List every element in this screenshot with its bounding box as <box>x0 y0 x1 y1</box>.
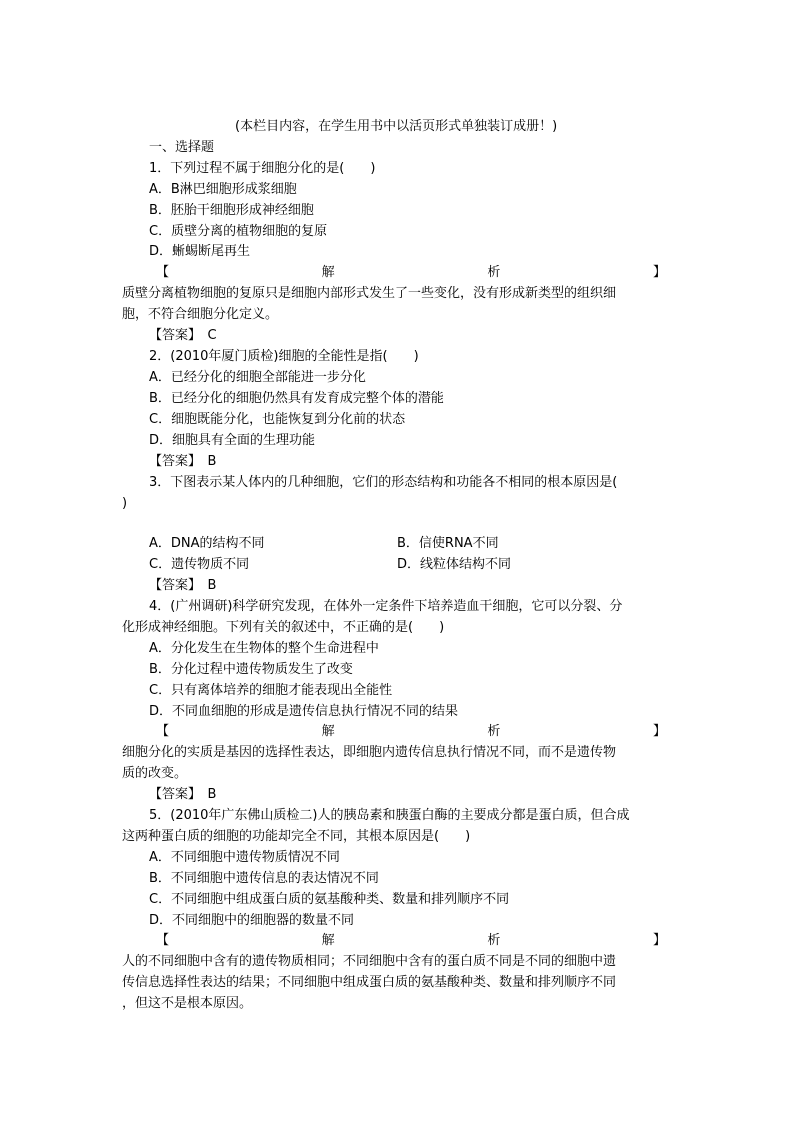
analysis-char-1: 解 <box>321 724 335 739</box>
q4-answer: 【答案】 B <box>149 787 217 802</box>
q5-option-a: A．不同细胞中遗传物质情况不同 <box>149 850 340 865</box>
analysis-char-2: 析 <box>487 724 501 739</box>
q5-analysis-line-3: ，但这不是根本原因。 <box>122 996 253 1011</box>
bracket-open: 【 <box>156 265 170 280</box>
bracket-close: 】 <box>652 933 666 948</box>
q3-stem-line-2: ) <box>122 496 128 511</box>
q5-option-d: D．不同细胞中的细胞器的数量不同 <box>149 913 355 928</box>
q5-option-c: C．不同细胞中组成蛋白质的氨基酸种类、数量和排列顺序不同 <box>149 892 510 907</box>
q1-option-b: B．胚胎干细胞形成神经细胞 <box>149 203 314 218</box>
analysis-char-2: 析 <box>487 265 501 280</box>
q1-answer: 【答案】 C <box>149 328 217 343</box>
q5-stem-line-2: 这两种蛋白质的细胞的功能却完全不同，其根本原因是( ) <box>122 829 471 844</box>
q1-analysis-line-1: 质壁分离植物细胞的复原只是细胞内部形式发生了一些变化，没有形成新类型的组织细 <box>122 286 617 301</box>
q1-option-d: D．蜥蜴断尾再生 <box>149 244 251 259</box>
q1-option-a: A．B淋巴细胞形成浆细胞 <box>149 182 297 197</box>
bracket-close: 】 <box>652 265 666 280</box>
q4-stem-line-1: 4．(广州调研)科学研究发现，在体外一定条件下培养造血干细胞，它可以分裂、分 <box>149 599 623 614</box>
q4-stem-line-2: 化形成神经细胞。下列有关的叙述中，不正确的是( ) <box>122 620 445 635</box>
q4-option-c: C．只有离体培养的细胞才能表现出全能性 <box>149 683 393 698</box>
q3-answer: 【答案】 B <box>149 578 217 593</box>
analysis-char-2: 析 <box>487 933 501 948</box>
analysis-char-1: 解 <box>321 265 335 280</box>
q2-answer: 【答案】 B <box>149 454 217 469</box>
q2-option-a: A．已经分化的细胞全部能进一步分化 <box>149 370 366 385</box>
bracket-close: 】 <box>652 724 666 739</box>
q4-analysis-heading <box>156 722 666 742</box>
header-note: (本栏目内容，在学生用书中以活页形式单独装订成册！) <box>235 119 558 134</box>
q5-analysis-line-1: 人的不同细胞中含有的遗传物质相同；不同细胞中含有的蛋白质不同是不同的细胞中遗 <box>122 954 617 969</box>
analysis-char-1: 解 <box>321 933 335 948</box>
q5-stem-line-1: 5．(2010年广东佛山质检二)人的胰岛素和胰蛋白酶的主要成分都是蛋白质，但合成 <box>149 808 630 823</box>
q4-option-d: D．不同血细胞的形成是遗传信息执行情况不同的结果 <box>149 704 459 719</box>
q1-option-c: C．质壁分离的植物细胞的复原 <box>149 224 328 239</box>
q5-analysis-heading <box>156 931 666 951</box>
q5-analysis-line-2: 传信息选择性表达的结果；不同细胞中组成蛋白质的氨基酸种类、数量和排列顺序不同 <box>122 975 617 990</box>
q2-stem: 2．(2010年厦门质检)细胞的全能性是指( ) <box>149 349 419 364</box>
q1-analysis-heading <box>156 263 666 283</box>
q3-stem-line-1: 3．下图表示某人体内的几种细胞，它们的形态结构和功能各不相同的根本原因是( <box>149 475 618 490</box>
q3-option-c: C．遗传物质不同 <box>149 557 250 572</box>
bracket-open: 【 <box>156 724 170 739</box>
section-title: 一、选择题 <box>149 140 215 155</box>
bracket-open: 【 <box>156 933 170 948</box>
q4-analysis-line-2: 质的改变。 <box>122 766 188 781</box>
q2-option-d: D．细胞具有全面的生理功能 <box>149 433 316 448</box>
q1-analysis-line-2: 胞，不符合细胞分化定义。 <box>122 307 279 322</box>
q5-option-b: B．不同细胞中遗传信息的表达情况不同 <box>149 871 379 886</box>
q3-option-a: A．DNA的结构不同 <box>149 536 265 551</box>
q3-option-d: D．线粒体结构不同 <box>397 557 512 572</box>
q3-option-b: B．信使RNA不同 <box>397 536 499 551</box>
q4-analysis-line-1: 细胞分化的实质是基因的选择性表达，即细胞内遗传信息执行情况不同，而不是遗传物 <box>122 745 617 760</box>
q1-stem: 1．下列过程不属于细胞分化的是( ) <box>149 161 376 176</box>
q2-option-c: C．细胞既能分化，也能恢复到分化前的状态 <box>149 412 406 427</box>
q2-option-b: B．已经分化的细胞仍然具有发育成完整个体的潜能 <box>149 391 444 406</box>
q4-option-a: A．分化发生在生物体的整个生命进程中 <box>149 641 379 656</box>
q4-option-b: B．分化过程中遗传物质发生了改变 <box>149 662 353 677</box>
q3-options <box>149 534 669 576</box>
